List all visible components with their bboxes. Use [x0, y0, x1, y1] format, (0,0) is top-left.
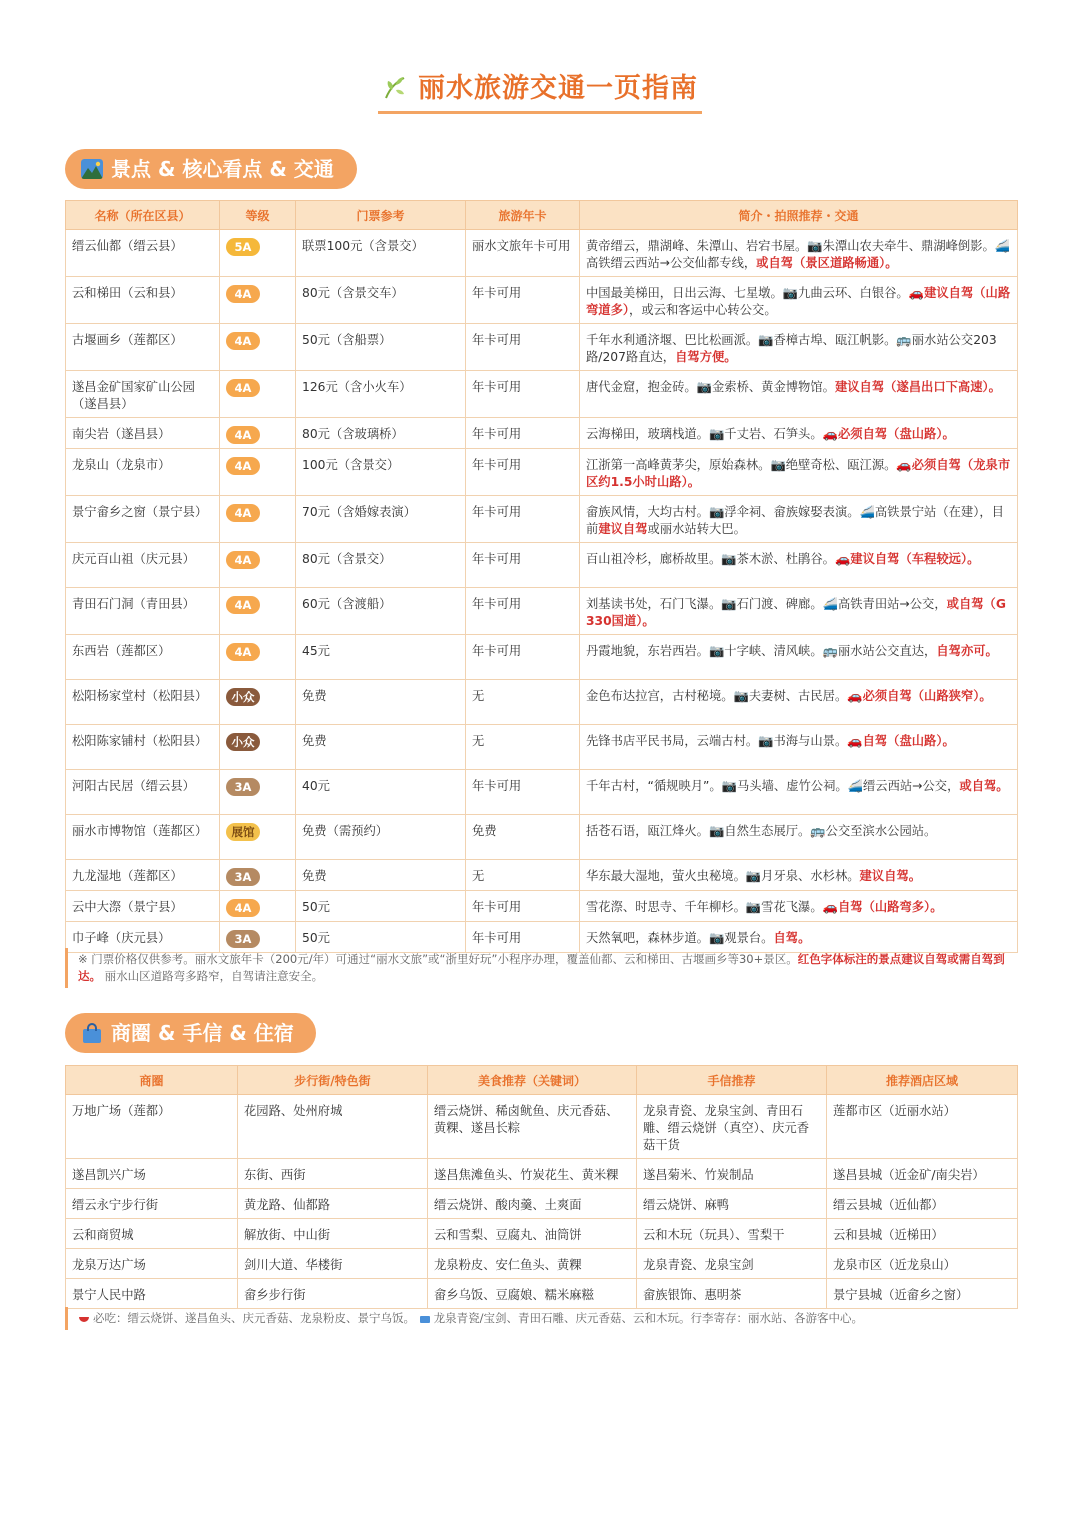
street-name: 解放街、中山街 [238, 1219, 428, 1249]
attraction-level [220, 588, 296, 635]
street-name: 剑川大道、华楼街 [238, 1249, 428, 1279]
attraction-ticket: 70元（含婚嫁表演） [296, 496, 466, 543]
attraction-card: 无 [466, 860, 580, 891]
attraction-row [66, 324, 1018, 371]
attractions-table [65, 200, 1018, 953]
attraction-card: 年卡可用 [466, 588, 580, 635]
attraction-intro [580, 543, 1018, 588]
attraction-ticket: 50元 [296, 922, 466, 953]
level-badge: 3A [226, 868, 260, 886]
attraction-intro [580, 418, 1018, 449]
attraction-row [66, 588, 1018, 635]
intro-text: 丹霞地貌，东岩西岩。📷十字峡、清风峡。🚌丽水站公交直达， [586, 644, 937, 658]
attraction-card: 年卡可用 [466, 770, 580, 815]
note-gift: 龙泉青瓷/宝剑、青田石雕、庆元香菇、云和木玩。行李寄存：丽水站、各游客中心。 [433, 1311, 864, 1325]
attraction-ticket: 100元（含景交） [296, 449, 466, 496]
drive-hint: 建议自驾（山路弯道多） [586, 286, 1011, 317]
attraction-row [66, 277, 1018, 324]
attraction-level [220, 680, 296, 725]
shopping-row [66, 1189, 1018, 1219]
shopping-header-row [66, 1066, 1018, 1095]
attraction-intro [580, 770, 1018, 815]
level-badge: 4A [226, 332, 260, 350]
attraction-level [220, 449, 296, 496]
section-shopping-header [65, 1013, 316, 1053]
level-badge: 展馆 [226, 823, 260, 841]
intro-text: 畲族风情，大均古村。📷浮伞祠、畲族嫁娶表演。🚄高铁景宁站（在建），目前 [586, 505, 1004, 536]
attraction-row [66, 496, 1018, 543]
attraction-level [220, 770, 296, 815]
attraction-row [66, 860, 1018, 891]
shopping-row [66, 1279, 1018, 1309]
attraction-card: 年卡可用 [466, 635, 580, 680]
attraction-ticket: 45元 [296, 635, 466, 680]
col-header-ticket: 门票参考 [296, 201, 466, 230]
level-badge: 3A [226, 930, 260, 948]
drive-hint: 自驾亦可。 [936, 644, 998, 658]
note-normal: ※ 门票价格仅供参考。丽水文旅年卡（200元/年）可通过“丽水文旅”或“浙里好玩”小程序办理，覆盖仙都、云和梯田、古堰画乡等30+景区。 [78, 952, 798, 966]
attraction-ticket: 50元（含船票） [296, 324, 466, 371]
drive-hint: 自驾（山路弯多）。 [837, 900, 943, 914]
attraction-name: 松阳杨家堂村（松阳县） [66, 680, 220, 725]
attraction-level [220, 543, 296, 588]
drive-hint: 或自驾。 [959, 779, 1009, 793]
attraction-name: 云中大漈（景宁县） [66, 891, 220, 922]
col-header-district: 商圈 [66, 1066, 238, 1095]
attraction-card: 年卡可用 [466, 418, 580, 449]
shopping-row [66, 1159, 1018, 1189]
intro-text: 刘基读书处，石门飞瀑。📷石门渡、碑廊。🚄高铁青田站→公交， [586, 597, 947, 611]
level-badge: 3A [226, 778, 260, 796]
drive-hint: 建议自驾 [598, 522, 648, 536]
attraction-row [66, 680, 1018, 725]
food-list: 云和雪梨、豆腐丸、油筒饼 [428, 1219, 637, 1249]
attraction-card: 无 [466, 725, 580, 770]
food-list: 遂昌焦滩鱼头、竹炭花生、黄米粿 [428, 1159, 637, 1189]
district-name: 云和商贸城 [66, 1219, 238, 1249]
attraction-intro [580, 324, 1018, 371]
intro-text: 江浙第一高峰黄茅尖，原始森林。📷绝壁奇松、瓯江源。🚗 [586, 458, 912, 472]
gift-list: 龙泉青瓷、龙泉宝剑、青田石雕、缙云烧饼（真空）、庆元香菇干货 [637, 1095, 827, 1159]
attraction-row [66, 543, 1018, 588]
attraction-ticket: 60元（含渡船） [296, 588, 466, 635]
attraction-ticket: 80元（含景交） [296, 543, 466, 588]
col-header-level: 等级 [220, 201, 296, 230]
attraction-ticket: 免费 [296, 725, 466, 770]
intro-text-tail: ，或云和客运中心转公交。 [629, 303, 777, 317]
attraction-ticket: 80元（含玻璃桥） [296, 418, 466, 449]
level-badge: 小众 [226, 733, 260, 751]
attraction-name: 九龙湿地（莲都区） [66, 860, 220, 891]
attraction-level [220, 635, 296, 680]
intro-text: 黄帝缙云，鼎湖峰、朱潭山、岩宕书屋。📷朱潭山农夫牵牛、鼎湖峰倒影。🚄高铁缙云西站→公交仙都专线， [586, 239, 1011, 270]
attraction-ticket: 40元 [296, 770, 466, 815]
attraction-level [220, 860, 296, 891]
attraction-level [220, 230, 296, 277]
attraction-intro [580, 588, 1018, 635]
level-badge: 4A [226, 426, 260, 444]
attraction-level [220, 496, 296, 543]
attraction-row [66, 371, 1018, 418]
gift-list: 龙泉青瓷、龙泉宝剑 [637, 1249, 827, 1279]
district-name: 缙云永宁步行街 [66, 1189, 238, 1219]
level-badge: 4A [226, 379, 260, 397]
hotel-area: 云和县城（近梯田） [827, 1219, 1018, 1249]
attraction-row [66, 230, 1018, 277]
attraction-ticket: 80元（含景交车） [296, 277, 466, 324]
level-badge: 4A [226, 504, 260, 522]
attraction-intro [580, 449, 1018, 496]
attractions-header-row [66, 201, 1018, 230]
intro-text: 金色布达拉宫，古村秘境。📷夫妻树、古民居。🚗 [586, 689, 863, 703]
attraction-ticket: 联票100元（含景交） [296, 230, 466, 277]
intro-text-tail: 或丽水站转大巴。 [647, 522, 746, 536]
level-badge: 4A [226, 643, 260, 661]
level-badge: 4A [226, 285, 260, 303]
drive-hint: 建议自驾（遂昌出口下高速）。 [834, 380, 1001, 394]
col-header-food: 美食推荐（关键词） [428, 1066, 637, 1095]
district-name: 万地广场（莲都） [66, 1095, 238, 1159]
section-shopping-title: 商圈 & 手信 & 住宿 [111, 1021, 294, 1045]
hotel-area: 遂昌县城（近金矿/南尖岩） [827, 1159, 1018, 1189]
intro-text: 唐代金窟，抱金砖。📷金索桥、黄金博物馆。 [586, 380, 835, 394]
attraction-card: 年卡可用 [466, 891, 580, 922]
attraction-name: 东西岩（莲都区） [66, 635, 220, 680]
street-name: 畲乡步行街 [238, 1279, 428, 1309]
attraction-level [220, 891, 296, 922]
attraction-card: 丽水文旅年卡可用 [466, 230, 580, 277]
shopping-row [66, 1249, 1018, 1279]
attraction-name: 庆元百山祖（庆元县） [66, 543, 220, 588]
page-title-text: 丽水旅游交通一页指南 [418, 73, 698, 104]
note-food: 必吃：缙云烧饼、遂昌鱼头、庆元香菇、龙泉粉皮、景宁乌饭。 [93, 1311, 415, 1325]
attraction-card: 年卡可用 [466, 496, 580, 543]
attraction-level [220, 815, 296, 860]
intro-text: 先锋书店平民书局，云端古村。📷书海与山景。🚗 [586, 734, 863, 748]
attraction-level [220, 371, 296, 418]
street-name: 花园路、处州府城 [238, 1095, 428, 1159]
intro-text: 云海梯田，玻璃栈道。📷千丈岩、石笋头。🚗 [586, 427, 838, 441]
attraction-row [66, 725, 1018, 770]
attraction-card: 年卡可用 [466, 277, 580, 324]
intro-text: 华东最大湿地，萤火虫秘境。📷月牙泉、水杉林。 [586, 869, 860, 883]
intro-text: 中国最美梯田，日出云海、七星墩。📷九曲云环、白银谷。🚗 [586, 286, 925, 300]
intro-text: 千年水利通济堰、巴比松画派。📷香樟古埠、瓯江帆影。🚌丽水站公交203路/207路直达， [586, 333, 997, 364]
attraction-ticket: 50元 [296, 891, 466, 922]
page-header [0, 66, 1080, 114]
attraction-name: 景宁畲乡之窗（景宁县） [66, 496, 220, 543]
level-badge: 4A [226, 551, 260, 569]
note-red: 红色字体标注的景点建议自驾或需自驾到达。 [78, 952, 1005, 983]
gift-bag-icon [419, 1313, 431, 1323]
drive-hint: 必须自驾（盘山路）。 [837, 427, 955, 441]
attraction-ticket: 免费 [296, 860, 466, 891]
attraction-name: 缙云仙都（缙云县） [66, 230, 220, 277]
street-name: 黄龙路、仙都路 [238, 1189, 428, 1219]
drive-hint: 自驾方便。 [675, 350, 737, 364]
food-list: 龙泉粉皮、安仁鱼头、黄粿 [428, 1249, 637, 1279]
attractions-note [65, 948, 1018, 988]
attraction-level [220, 725, 296, 770]
district-name: 龙泉万达广场 [66, 1249, 238, 1279]
attraction-name: 南尖岩（遂昌县） [66, 418, 220, 449]
attraction-intro [580, 496, 1018, 543]
attraction-row [66, 418, 1018, 449]
attraction-card: 年卡可用 [466, 324, 580, 371]
col-header-intro: 简介・拍照推荐・交通 [580, 201, 1018, 230]
gift-list: 畲族银饰、惠明茶 [637, 1279, 827, 1309]
food-icon [78, 1313, 90, 1323]
attraction-intro [580, 635, 1018, 680]
attraction-row [66, 891, 1018, 922]
intro-text: 百山祖冷杉，廊桥故里。📷茶木淤、杜鹃谷。🚗 [586, 552, 851, 566]
attraction-row [66, 449, 1018, 496]
drive-hint: 建议自驾（车程较远）。 [850, 552, 980, 566]
level-badge: 4A [226, 899, 260, 917]
drive-hint: 或自驾（G330国道）。 [586, 597, 1006, 628]
gift-list: 遂昌菊米、竹炭制品 [637, 1159, 827, 1189]
attraction-intro [580, 860, 1018, 891]
attraction-row [66, 770, 1018, 815]
attraction-row [66, 635, 1018, 680]
intro-text: 括苍石语，瓯江烽火。📷自然生态展厅。🚌公交至滨水公园站。 [586, 824, 937, 838]
attraction-name: 龙泉山（龙泉市） [66, 449, 220, 496]
col-header-card: 旅游年卡 [466, 201, 580, 230]
attraction-card: 年卡可用 [466, 371, 580, 418]
drive-hint: 必须自驾（山路狭窄）。 [862, 689, 992, 703]
gift-list: 缙云烧饼、麻鸭 [637, 1189, 827, 1219]
drive-hint: 或自驾（景区道路畅通）。 [756, 256, 898, 270]
col-header-hotel: 推荐酒店区域 [827, 1066, 1018, 1095]
attraction-intro [580, 371, 1018, 418]
intro-text: 千年古村，“循规映月”。📷马头墙、虚竹公祠。🚄缙云西站→公交， [586, 779, 960, 793]
attraction-name: 巾子峰（庆元县） [66, 922, 220, 953]
drive-hint: 自驾。 [773, 931, 811, 945]
attraction-name: 古堰画乡（莲都区） [66, 324, 220, 371]
attraction-level [220, 418, 296, 449]
attraction-name: 遂昌金矿国家矿山公园（遂昌县） [66, 371, 220, 418]
district-name: 景宁人民中路 [66, 1279, 238, 1309]
attraction-card: 年卡可用 [466, 543, 580, 588]
hotel-area: 景宁县城（近畲乡之窗） [827, 1279, 1018, 1309]
attraction-card: 年卡可用 [466, 922, 580, 953]
attraction-card: 无 [466, 680, 580, 725]
food-list: 畲乡乌饭、豆腐娘、糯米麻糍 [428, 1279, 637, 1309]
attraction-card: 免费 [466, 815, 580, 860]
attraction-intro [580, 815, 1018, 860]
col-header-name: 名称（所在区县） [66, 201, 220, 230]
attraction-level [220, 324, 296, 371]
page-title [378, 66, 702, 114]
food-list: 缙云烧饼、稀卤鱿鱼、庆元香菇、黄粿、遂昌长粽 [428, 1095, 637, 1159]
attraction-intro [580, 277, 1018, 324]
attraction-name: 云和梯田（云和县） [66, 277, 220, 324]
note-tail: 丽水山区道路弯多路窄，自驾请注意安全。 [104, 969, 324, 983]
shopping-row [66, 1095, 1018, 1159]
food-list: 缙云烧饼、酸肉羹、土爽面 [428, 1189, 637, 1219]
drive-hint: 建议自驾。 [859, 869, 922, 883]
attraction-level [220, 277, 296, 324]
attraction-name: 丽水市博物馆（莲都区） [66, 815, 220, 860]
attraction-ticket: 免费 [296, 680, 466, 725]
drive-hint: 自驾（盘山路）。 [862, 734, 955, 748]
level-badge: 4A [226, 596, 260, 614]
shopping-note [65, 1307, 1018, 1330]
section-attractions-title: 景点 & 核心看点 & 交通 [111, 157, 334, 181]
leaf-icon [382, 74, 408, 100]
attraction-intro [580, 891, 1018, 922]
attraction-intro [580, 725, 1018, 770]
col-header-street: 步行街/特色街 [238, 1066, 428, 1095]
attraction-ticket: 126元（含小火车） [296, 371, 466, 418]
level-badge: 4A [226, 457, 260, 475]
attraction-name: 松阳陈家铺村（松阳县） [66, 725, 220, 770]
attraction-row [66, 815, 1018, 860]
attraction-intro [580, 230, 1018, 277]
attraction-card: 年卡可用 [466, 449, 580, 496]
district-name: 遂昌凯兴广场 [66, 1159, 238, 1189]
attraction-intro [580, 680, 1018, 725]
hotel-area: 缙云县城（近仙都） [827, 1189, 1018, 1219]
attraction-name: 青田石门洞（青田县） [66, 588, 220, 635]
attraction-ticket: 免费（需预约） [296, 815, 466, 860]
shopping-table [65, 1065, 1018, 1309]
col-header-gift: 手信推荐 [637, 1066, 827, 1095]
level-badge: 小众 [226, 688, 260, 706]
mountain-icon [81, 159, 103, 179]
hotel-area: 莲都市区（近丽水站） [827, 1095, 1018, 1159]
drive-hint: 必须自驾（龙泉市区约1.5小时山路）。 [586, 458, 1011, 489]
intro-text: 雪花漈、时思寺、千年柳杉。📷雪花飞瀑。🚗 [586, 900, 838, 914]
hotel-area: 龙泉市区（近龙泉山） [827, 1249, 1018, 1279]
street-name: 东街、西街 [238, 1159, 428, 1189]
shopping-bag-icon [81, 1023, 103, 1043]
shopping-row [66, 1219, 1018, 1249]
attraction-name: 河阳古民居（缙云县） [66, 770, 220, 815]
gift-list: 云和木玩（玩具）、雪梨干 [637, 1219, 827, 1249]
level-badge: 5A [226, 238, 260, 256]
section-attractions-header [65, 149, 357, 189]
intro-text: 天然氧吧，森林步道。📷观景台。 [586, 931, 774, 945]
